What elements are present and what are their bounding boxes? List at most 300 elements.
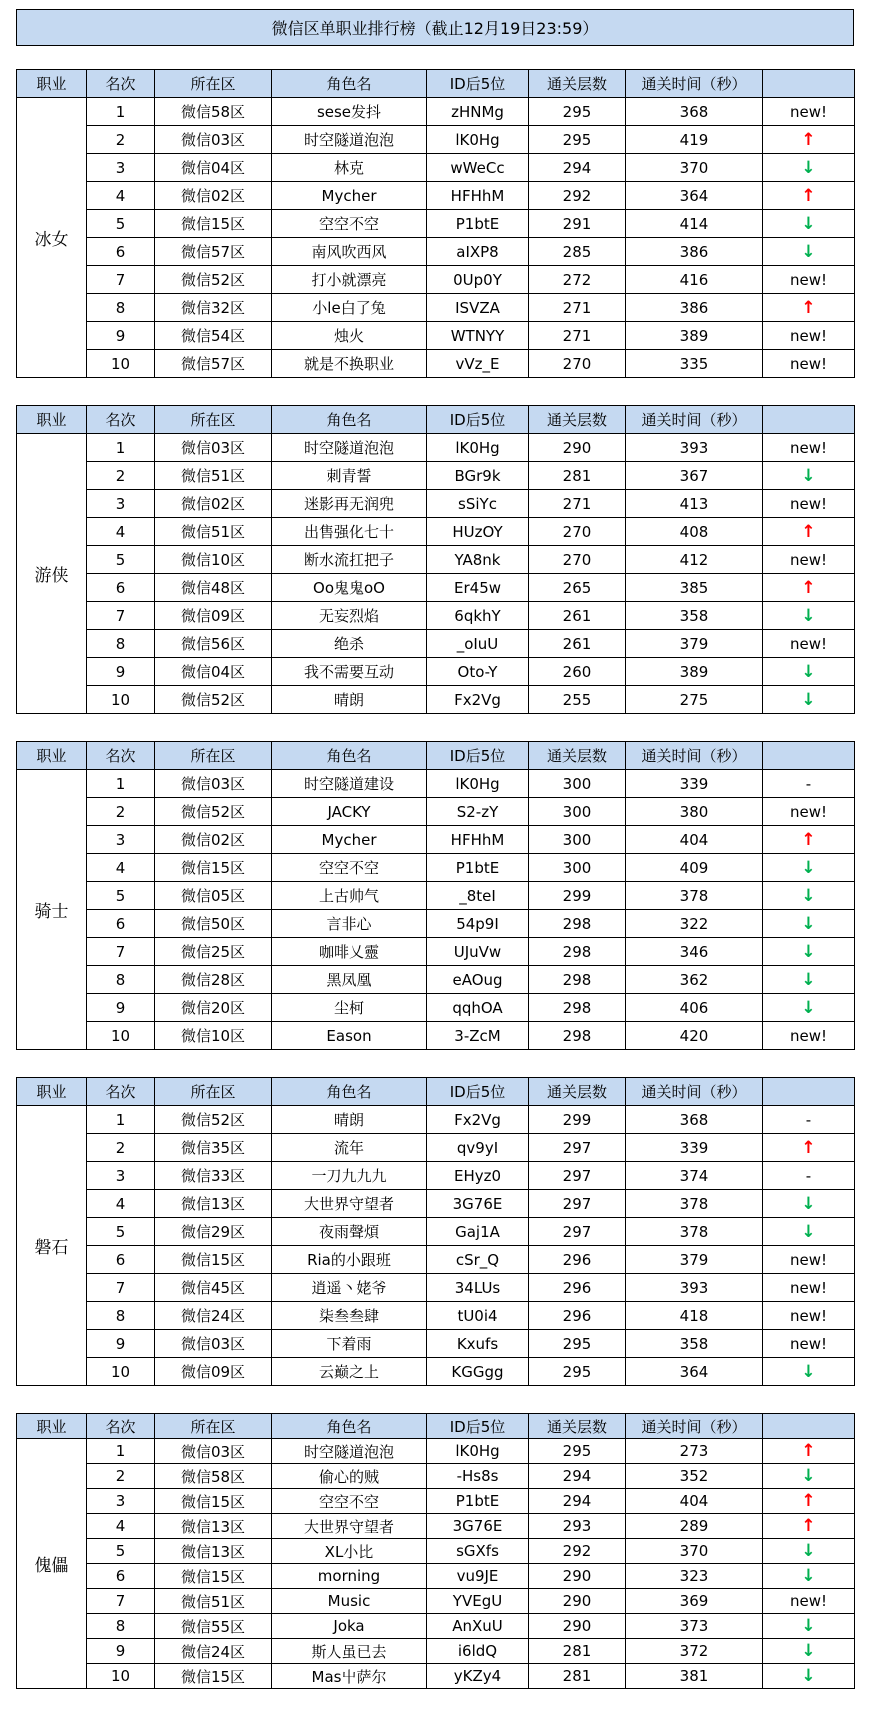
role-name-cell: morning [272, 1564, 427, 1589]
rank-cell: 3 [87, 826, 155, 854]
time-cell: 323 [626, 1564, 763, 1589]
header-time: 通关时间（秒） [626, 1078, 763, 1106]
trend-cell [763, 1564, 855, 1589]
header-floors: 通关层数 [529, 1078, 626, 1106]
zone-cell: 微信13区 [155, 1539, 272, 1564]
trend-cell [763, 1106, 855, 1134]
rank-cell: 4 [87, 854, 155, 882]
table-row [17, 210, 855, 238]
rank-cell: 10 [87, 1664, 155, 1689]
rank-cell: 1 [87, 98, 155, 126]
role-name-cell: 流年 [272, 1134, 427, 1162]
trend-cell [763, 602, 855, 630]
role-name-cell: 绝杀 [272, 630, 427, 658]
zone-cell: 微信13区 [155, 1514, 272, 1539]
trend-cell [763, 350, 855, 378]
trend-cell [763, 126, 855, 154]
trend-cell [763, 434, 855, 462]
id-cell: P1btE [427, 1489, 529, 1514]
floors-cell: 295 [529, 1358, 626, 1386]
floors-cell: 260 [529, 658, 626, 686]
table-row [17, 350, 855, 378]
header-class: 职业 [17, 742, 87, 770]
trend-cell [763, 266, 855, 294]
class-name-cell: 骑士 [17, 770, 87, 1050]
table-row [17, 910, 855, 938]
floors-cell: 261 [529, 630, 626, 658]
zone-cell: 微信56区 [155, 630, 272, 658]
rank-cell: 3 [87, 154, 155, 182]
time-cell: 414 [626, 210, 763, 238]
id-cell: Fx2Vg [427, 1106, 529, 1134]
floors-cell: 271 [529, 490, 626, 518]
zone-cell: 微信04区 [155, 154, 272, 182]
id-cell: WTNYY [427, 322, 529, 350]
table-row [17, 1022, 855, 1050]
arrow-down-icon: ↓ [801, 605, 816, 626]
unchanged-mark: - [805, 1166, 812, 1185]
table-header-row [17, 70, 855, 98]
trend-cell [763, 322, 855, 350]
floors-cell: 300 [529, 798, 626, 826]
table-row [17, 798, 855, 826]
floors-cell: 290 [529, 434, 626, 462]
zone-cell: 微信15区 [155, 1664, 272, 1689]
role-name-cell: 晴朗 [272, 1106, 427, 1134]
zone-cell: 微信57区 [155, 350, 272, 378]
arrow-down-icon: ↓ [801, 857, 816, 878]
id-cell: lK0Hg [427, 126, 529, 154]
table-row [17, 1664, 855, 1689]
trend-cell [763, 294, 855, 322]
rank-cell: 10 [87, 686, 155, 714]
role-name-cell: 时空隧道泡泡 [272, 126, 427, 154]
new-badge: new! [789, 802, 828, 821]
ranking-table-kuilei [16, 1413, 855, 1689]
floors-cell: 292 [529, 182, 626, 210]
table-row [17, 1639, 855, 1664]
table-row [17, 854, 855, 882]
id-cell: _8teI [427, 882, 529, 910]
new-badge: new! [789, 1592, 828, 1610]
arrow-up-icon: ↑ [801, 829, 816, 850]
table-row [17, 1439, 855, 1464]
time-cell: 385 [626, 574, 763, 602]
zone-cell: 微信15区 [155, 210, 272, 238]
rank-cell: 6 [87, 1246, 155, 1274]
id-cell: AnXuU [427, 1614, 529, 1639]
floors-cell: 298 [529, 994, 626, 1022]
role-name-cell: 言非心 [272, 910, 427, 938]
role-name-cell: 刺青誓 [272, 462, 427, 490]
table-row [17, 266, 855, 294]
time-cell: 408 [626, 518, 763, 546]
trend-cell [763, 1274, 855, 1302]
table-header-row [17, 406, 855, 434]
time-cell: 372 [626, 1639, 763, 1664]
table-row [17, 770, 855, 798]
rank-cell: 2 [87, 1134, 155, 1162]
id-cell: vu9JE [427, 1564, 529, 1589]
table-row [17, 658, 855, 686]
id-cell: lK0Hg [427, 770, 529, 798]
zone-cell: 微信51区 [155, 518, 272, 546]
time-cell: 358 [626, 602, 763, 630]
zone-cell: 微信03区 [155, 1439, 272, 1464]
arrow-down-icon: ↓ [801, 1616, 816, 1636]
role-name-cell: 大世界守望者 [272, 1190, 427, 1218]
time-cell: 416 [626, 266, 763, 294]
zone-cell: 微信35区 [155, 1134, 272, 1162]
zone-cell: 微信58区 [155, 98, 272, 126]
time-cell: 378 [626, 1218, 763, 1246]
rank-cell: 8 [87, 294, 155, 322]
time-cell: 404 [626, 826, 763, 854]
trend-cell [763, 854, 855, 882]
role-name-cell: 迷影再无润兜 [272, 490, 427, 518]
trend-cell [763, 1489, 855, 1514]
table-row [17, 238, 855, 266]
zone-cell: 微信32区 [155, 294, 272, 322]
zone-cell: 微信15区 [155, 854, 272, 882]
zone-cell: 微信55区 [155, 1614, 272, 1639]
zone-cell: 微信57区 [155, 238, 272, 266]
table-row [17, 1330, 855, 1358]
role-name-cell: 我不需要互动 [272, 658, 427, 686]
header-class: 职业 [17, 70, 87, 98]
rank-cell: 3 [87, 490, 155, 518]
time-cell: 367 [626, 462, 763, 490]
ranking-table-qishi [16, 741, 855, 1050]
time-cell: 386 [626, 238, 763, 266]
unchanged-mark: - [805, 774, 812, 793]
table-row [17, 1302, 855, 1330]
zone-cell: 微信28区 [155, 966, 272, 994]
time-cell: 409 [626, 854, 763, 882]
zone-cell: 微信15区 [155, 1564, 272, 1589]
zone-cell: 微信02区 [155, 490, 272, 518]
trend-cell [763, 1539, 855, 1564]
ranking-table-youxia [16, 405, 855, 714]
header-time: 通关时间（秒） [626, 406, 763, 434]
arrow-down-icon: ↓ [801, 1641, 816, 1661]
rank-cell: 9 [87, 1330, 155, 1358]
id-cell: 54p9I [427, 910, 529, 938]
header-zone: 所在区 [155, 1078, 272, 1106]
floors-cell: 271 [529, 322, 626, 350]
id-cell: cSr_Q [427, 1246, 529, 1274]
table-header-row [17, 1414, 855, 1439]
trend-cell [763, 770, 855, 798]
floors-cell: 300 [529, 854, 626, 882]
time-cell: 339 [626, 770, 763, 798]
new-badge: new! [789, 1334, 828, 1353]
arrow-down-icon: ↓ [801, 969, 816, 990]
trend-cell [763, 658, 855, 686]
zone-cell: 微信33区 [155, 1162, 272, 1190]
zone-cell: 微信52区 [155, 686, 272, 714]
rank-cell: 4 [87, 1190, 155, 1218]
role-name-cell: 逍遥丶姥爷 [272, 1274, 427, 1302]
rank-cell: 6 [87, 910, 155, 938]
trend-cell [763, 1218, 855, 1246]
time-cell: 346 [626, 938, 763, 966]
trend-cell [763, 798, 855, 826]
zone-cell: 微信54区 [155, 322, 272, 350]
id-cell: wWeCc [427, 154, 529, 182]
floors-cell: 270 [529, 518, 626, 546]
floors-cell: 271 [529, 294, 626, 322]
table-row [17, 574, 855, 602]
floors-cell: 294 [529, 1464, 626, 1489]
rank-cell: 9 [87, 994, 155, 1022]
zone-cell: 微信52区 [155, 266, 272, 294]
floors-cell: 297 [529, 1218, 626, 1246]
floors-cell: 290 [529, 1564, 626, 1589]
header-id: ID后5位 [427, 70, 529, 98]
rank-cell: 2 [87, 462, 155, 490]
id-cell: lK0Hg [427, 434, 529, 462]
role-name-cell: 夜雨聲煩 [272, 1218, 427, 1246]
role-name-cell: Mycher [272, 826, 427, 854]
rank-cell: 2 [87, 1464, 155, 1489]
table-row [17, 826, 855, 854]
zone-cell: 微信45区 [155, 1274, 272, 1302]
time-cell: 386 [626, 294, 763, 322]
trend-cell [763, 1514, 855, 1539]
table-row [17, 630, 855, 658]
arrow-down-icon: ↓ [801, 1666, 816, 1686]
header-floors: 通关层数 [529, 742, 626, 770]
time-cell: 289 [626, 1514, 763, 1539]
time-cell: 379 [626, 1246, 763, 1274]
floors-cell: 270 [529, 350, 626, 378]
floors-cell: 292 [529, 1539, 626, 1564]
role-name-cell: 云巅之上 [272, 1358, 427, 1386]
role-name-cell: Mycher [272, 182, 427, 210]
arrow-up-icon: ↑ [801, 129, 816, 150]
table-row [17, 938, 855, 966]
table-row [17, 1514, 855, 1539]
arrow-down-icon: ↓ [801, 1541, 816, 1561]
zone-cell: 微信48区 [155, 574, 272, 602]
role-name-cell: 出售强化七十 [272, 518, 427, 546]
time-cell: 364 [626, 1358, 763, 1386]
new-badge: new! [789, 494, 828, 513]
role-name-cell: Ria的小跟班 [272, 1246, 427, 1274]
floors-cell: 295 [529, 1439, 626, 1464]
role-name-cell: 尘柯 [272, 994, 427, 1022]
trend-cell [763, 1439, 855, 1464]
floors-cell: 294 [529, 1489, 626, 1514]
table-row [17, 1162, 855, 1190]
time-cell: 273 [626, 1439, 763, 1464]
table-row [17, 434, 855, 462]
time-cell: 404 [626, 1489, 763, 1514]
role-name-cell: 一刀九九九 [272, 1162, 427, 1190]
table-row [17, 1464, 855, 1489]
table-row [17, 1589, 855, 1614]
time-cell: 339 [626, 1134, 763, 1162]
header-rank: 名次 [87, 70, 155, 98]
zone-cell: 微信25区 [155, 938, 272, 966]
table-row [17, 126, 855, 154]
rank-cell: 4 [87, 518, 155, 546]
zone-cell: 微信29区 [155, 1218, 272, 1246]
rank-cell: 6 [87, 1564, 155, 1589]
trend-cell [763, 630, 855, 658]
zone-cell: 微信15区 [155, 1246, 272, 1274]
new-badge: new! [789, 1250, 828, 1269]
floors-cell: 261 [529, 602, 626, 630]
new-badge: new! [789, 550, 828, 569]
trend-cell [763, 1639, 855, 1664]
floors-cell: 296 [529, 1274, 626, 1302]
trend-cell [763, 1464, 855, 1489]
zone-cell: 微信15区 [155, 1489, 272, 1514]
role-name-cell: Joka [272, 1614, 427, 1639]
id-cell: YA8nk [427, 546, 529, 574]
header-time: 通关时间（秒） [626, 742, 763, 770]
time-cell: 335 [626, 350, 763, 378]
floors-cell: 298 [529, 966, 626, 994]
floors-cell: 297 [529, 1134, 626, 1162]
id-cell: BGr9k [427, 462, 529, 490]
id-cell: Kxufs [427, 1330, 529, 1358]
zone-cell: 微信58区 [155, 1464, 272, 1489]
class-name-cell: 磐石 [17, 1106, 87, 1386]
role-name-cell: 下着雨 [272, 1330, 427, 1358]
trend-cell [763, 1302, 855, 1330]
unchanged-mark: - [805, 1110, 812, 1129]
header-name: 角色名 [272, 742, 427, 770]
table-row [17, 1190, 855, 1218]
id-cell: 3G76E [427, 1514, 529, 1539]
rank-cell: 8 [87, 1614, 155, 1639]
time-cell: 389 [626, 658, 763, 686]
table-row [17, 1358, 855, 1386]
time-cell: 362 [626, 966, 763, 994]
floors-cell: 298 [529, 910, 626, 938]
header-time: 通关时间（秒） [626, 1414, 763, 1439]
arrow-down-icon: ↓ [801, 689, 816, 710]
rank-cell: 1 [87, 770, 155, 798]
rank-cell: 5 [87, 1218, 155, 1246]
time-cell: 368 [626, 98, 763, 126]
trend-cell [763, 238, 855, 266]
arrow-down-icon: ↓ [801, 1193, 816, 1214]
rank-cell: 7 [87, 602, 155, 630]
trend-cell [763, 1162, 855, 1190]
trend-cell [763, 462, 855, 490]
arrow-up-icon: ↑ [801, 185, 816, 206]
trend-cell [763, 518, 855, 546]
time-cell: 413 [626, 490, 763, 518]
floors-cell: 297 [529, 1162, 626, 1190]
arrow-up-icon: ↑ [801, 297, 816, 318]
time-cell: 378 [626, 882, 763, 910]
new-badge: new! [789, 326, 828, 345]
arrow-up-icon: ↑ [801, 577, 816, 598]
header-zone: 所在区 [155, 406, 272, 434]
time-cell: 378 [626, 1190, 763, 1218]
trend-cell [763, 154, 855, 182]
time-cell: 406 [626, 994, 763, 1022]
header-class: 职业 [17, 1078, 87, 1106]
rank-cell: 8 [87, 630, 155, 658]
floors-cell: 272 [529, 266, 626, 294]
id-cell: P1btE [427, 210, 529, 238]
floors-cell: 296 [529, 1246, 626, 1274]
floors-cell: 298 [529, 1022, 626, 1050]
rank-cell: 9 [87, 658, 155, 686]
table-row [17, 1564, 855, 1589]
trend-cell [763, 1330, 855, 1358]
header-id: ID后5位 [427, 1414, 529, 1439]
arrow-down-icon: ↓ [801, 241, 816, 262]
floors-cell: 298 [529, 938, 626, 966]
id-cell: Fx2Vg [427, 686, 529, 714]
time-cell: 369 [626, 1589, 763, 1614]
role-name-cell: 就是不换职业 [272, 350, 427, 378]
table-row [17, 1218, 855, 1246]
id-cell: Er45w [427, 574, 529, 602]
rank-cell: 10 [87, 1022, 155, 1050]
trend-cell [763, 574, 855, 602]
table-row [17, 1134, 855, 1162]
id-cell: HFHhM [427, 826, 529, 854]
time-cell: 412 [626, 546, 763, 574]
rank-cell: 9 [87, 1639, 155, 1664]
role-name-cell: 上古帅气 [272, 882, 427, 910]
table-row [17, 98, 855, 126]
id-cell: sGXfs [427, 1539, 529, 1564]
header-trend [763, 406, 855, 434]
header-trend [763, 1414, 855, 1439]
arrow-up-icon: ↑ [801, 521, 816, 542]
time-cell: 368 [626, 1106, 763, 1134]
id-cell: Gaj1A [427, 1218, 529, 1246]
time-cell: 358 [626, 1330, 763, 1358]
header-zone: 所在区 [155, 70, 272, 98]
zone-cell: 微信51区 [155, 1589, 272, 1614]
zone-cell: 微信09区 [155, 602, 272, 630]
id-cell: qqhOA [427, 994, 529, 1022]
table-header-row [17, 742, 855, 770]
time-cell: 381 [626, 1664, 763, 1689]
time-cell: 373 [626, 1614, 763, 1639]
role-name-cell: 时空隧道泡泡 [272, 1439, 427, 1464]
arrow-down-icon: ↓ [801, 997, 816, 1018]
role-name-cell: 时空隧道泡泡 [272, 434, 427, 462]
role-name-cell: 偷心的贼 [272, 1464, 427, 1489]
new-badge: new! [789, 1278, 828, 1297]
table-row [17, 518, 855, 546]
role-name-cell: JACKY [272, 798, 427, 826]
zone-cell: 微信03区 [155, 770, 272, 798]
rank-cell: 10 [87, 350, 155, 378]
new-badge: new! [789, 1306, 828, 1325]
role-name-cell: Mas屮萨尔 [272, 1664, 427, 1689]
floors-cell: 300 [529, 770, 626, 798]
id-cell: zHNMg [427, 98, 529, 126]
trend-cell [763, 98, 855, 126]
floors-cell: 294 [529, 154, 626, 182]
floors-cell: 295 [529, 1330, 626, 1358]
role-name-cell: 烛火 [272, 322, 427, 350]
header-rank: 名次 [87, 1414, 155, 1439]
rank-cell: 4 [87, 182, 155, 210]
